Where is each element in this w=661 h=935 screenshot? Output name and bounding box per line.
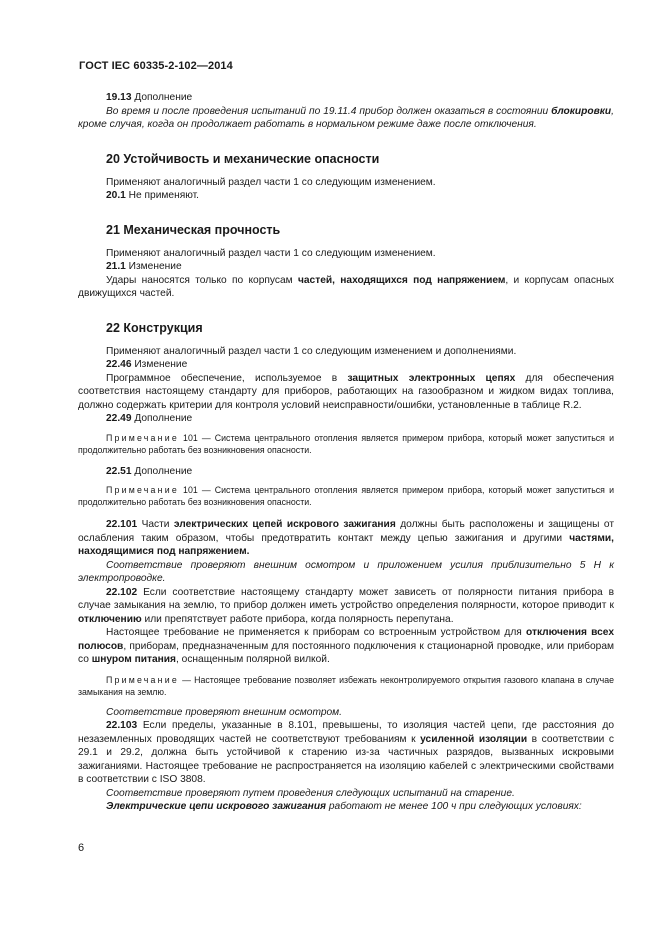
clause-number: 20.1 bbox=[106, 190, 126, 201]
clause-title: Дополнение bbox=[134, 465, 193, 477]
text-run: , и корпусам опасных движущихся частей. bbox=[78, 274, 614, 299]
clause-21-1-text bbox=[78, 274, 614, 301]
text-run: работают не менее 100 ч при следующих условиях: bbox=[326, 801, 582, 812]
term-bold: отключению bbox=[78, 613, 142, 625]
clause-22-46-text bbox=[78, 372, 614, 413]
clause-20-1 bbox=[78, 189, 614, 203]
note-label: Примечание bbox=[106, 485, 179, 495]
clause-title: Изменение bbox=[128, 261, 182, 272]
clause-22-102-text bbox=[78, 586, 614, 627]
clause-22-49-title bbox=[78, 412, 614, 426]
clause-19-13-text bbox=[78, 105, 614, 132]
clause-title: Дополнение bbox=[134, 92, 193, 103]
clause-number: 22.49 bbox=[106, 413, 132, 424]
clause-22-102-exemption bbox=[78, 626, 614, 667]
text-run: Программное обеспечение, используемое в bbox=[106, 372, 348, 384]
clause-22-103-text bbox=[78, 719, 614, 787]
term-bold: усиленной изоляции bbox=[420, 733, 528, 745]
clause-text: Не применяют. bbox=[128, 190, 199, 201]
section-20-heading: 20 Устойчивость и механические опасности bbox=[106, 151, 380, 166]
clause-22-101-compliance: Соответствие проверяют внешним осмотром и приложением усилия приблизительно 5 Н к электропроводке. bbox=[78, 559, 614, 584]
clause-22-101-text bbox=[78, 518, 614, 559]
note-22-49 bbox=[78, 432, 614, 456]
page-number: 6 bbox=[78, 842, 85, 854]
text-run: или препятствует работе прибора, когда полярность перепутана. bbox=[141, 613, 454, 625]
clause-number: 22.46 bbox=[106, 359, 132, 370]
term-bold: шнуром питания bbox=[91, 654, 177, 665]
note-22-102 bbox=[78, 674, 614, 698]
text-run: Если соответствие настоящему стандарту может зависеть от полярности питания прибора в случае замыкания на землю, то прибор должен иметь устройство определения полярности, которое приводит к bbox=[78, 586, 614, 611]
clause-19-13-title bbox=[78, 91, 614, 105]
text-run: Во время и после проведения испытаний по 19.11.4 прибор должен оказаться в состоянии bbox=[106, 105, 552, 117]
text-run: , оснащенным полярной вилкой. bbox=[176, 654, 330, 665]
text-run: Настоящее требование не применяется к приборам со встроенным устройством для bbox=[106, 627, 526, 638]
term-bold: частей, находящихся под напряжением bbox=[297, 274, 506, 286]
clause-number: 22.51 bbox=[106, 465, 132, 477]
text-run: Удары наносятся только по корпусам bbox=[106, 274, 298, 286]
section-22-heading: 22 Конструкция bbox=[106, 320, 203, 335]
text-run: в соответствии с 29.1 и 29.2, должна быть устойчивой к старению из-за частичных разрядов, вызванных искровыми зажиганиями. Настоящее требование не распространяется на изоляцию кабелей с электрическими свойствами в соответствии с ISO 3808. bbox=[78, 733, 614, 785]
clause-22-103-conditions bbox=[78, 800, 614, 814]
term-bold: Электрические цепи искрового зажигания bbox=[106, 801, 327, 812]
term-bold: отключения всех полюсов bbox=[78, 627, 614, 652]
term-bold: блокировки bbox=[551, 105, 612, 117]
clause-number: 22.102 bbox=[106, 586, 138, 598]
clause-21-1-title bbox=[78, 260, 614, 274]
term-bold: электрических цепей искрового зажигания bbox=[173, 519, 396, 530]
clause-22-102-compliance: Соответствие проверяют внешним осмотром. bbox=[106, 706, 342, 718]
section-21-heading: 21 Механическая прочность bbox=[106, 222, 281, 237]
note-label: Примечание bbox=[106, 432, 179, 443]
text-run: , кроме случая, когда он продолжает работать в нормальном режиме даже после отключения. bbox=[78, 105, 614, 130]
note-text: — Настоящее требование позволяет избежать неконтролируемого открытия газового клапана в случае замыкания на землю. bbox=[78, 674, 614, 697]
text-run: Если пределы, указанные в 8.101, превышены, то изоляция частей цепи, где расстояния до незаземленных проводящих частей не соответствуют требованиям к bbox=[78, 720, 614, 745]
text-run: должны быть расположены и защищены от ослабления таким образом, чтобы предотвратить контакт между цепью зажигания и другими bbox=[78, 519, 615, 544]
clause-number: 22.101 bbox=[106, 519, 138, 530]
section-20-intro: Применяют аналогичный раздел части 1 со следующим изменением. bbox=[106, 176, 436, 188]
clause-number: 21.1 bbox=[106, 261, 126, 272]
text-run: для обеспечения соответствия настоящему стандарту для приборов, работающих на газообразном и жидком видах топлива, должно содержать критерии для контроля условий неисправности/ошибки, установленные в таблице R.2. bbox=[78, 372, 614, 411]
note-text: 101 — Система центрального отопления является примером прибора, который может запуститься и продолжительно работать без возникновения опасности. bbox=[78, 432, 614, 455]
clause-title: Дополнение bbox=[134, 413, 193, 424]
note-label: Примечание bbox=[106, 674, 179, 685]
term-bold: частями, находящимися под напряжением. bbox=[78, 532, 614, 557]
clause-22-46-title bbox=[78, 358, 614, 372]
clause-22-51-title bbox=[78, 465, 614, 479]
clause-title: Изменение bbox=[134, 359, 188, 370]
text-run: , приборам, предназначенным для постоянного подключения к стационарной проводке, или приборам со bbox=[78, 640, 614, 665]
note-22-51 bbox=[78, 484, 614, 508]
clause-22-103-compliance: Соответствие проверяют путем проведения следующих испытаний на старение. bbox=[106, 787, 515, 799]
term-bold: защитных электронных цепях bbox=[347, 372, 516, 384]
text-run: Части bbox=[137, 519, 174, 530]
note-text: 101 — Система центрального отопления является примером прибора, который может запуститься и продолжительно работать без возникновения опасности. bbox=[78, 485, 614, 507]
section-21-intro: Применяют аналогичный раздел части 1 со следующим изменением. bbox=[106, 247, 436, 259]
clause-number: 19.13 bbox=[106, 92, 132, 103]
section-22-intro: Применяют аналогичный раздел части 1 со следующим изменением и дополнениями. bbox=[106, 345, 517, 357]
document-header: ГОСТ IEC 60335-2-102—2014 bbox=[79, 60, 233, 72]
document-body bbox=[78, 91, 614, 814]
clause-number: 22.103 bbox=[106, 720, 138, 731]
